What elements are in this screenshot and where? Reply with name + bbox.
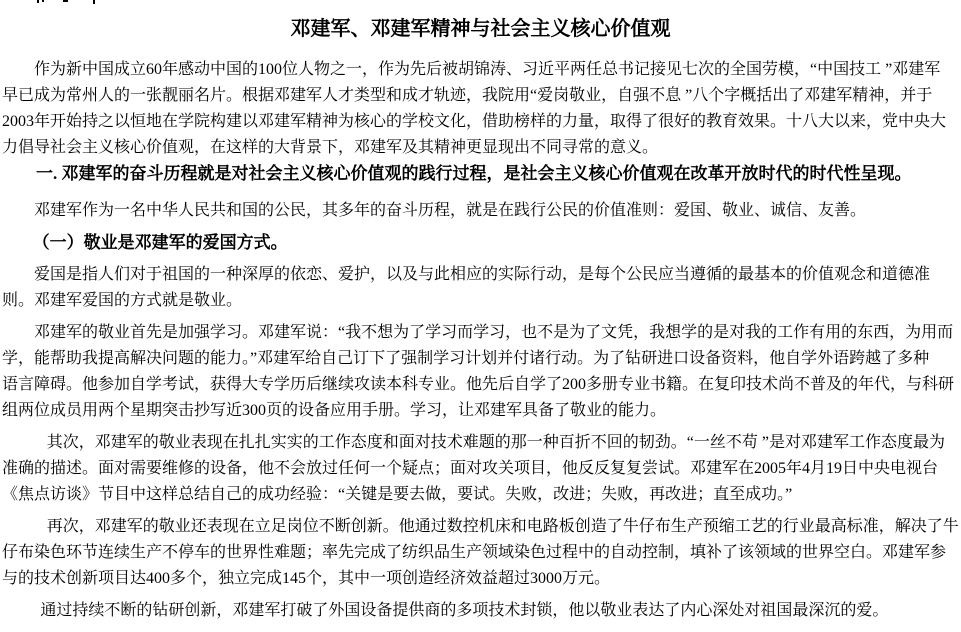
paragraph: [2, 514, 959, 592]
paragraph: [2, 320, 959, 424]
text-line: 与的技术创新项目达400多个，独立完成145个，其中一项创造经济效益超过3000万元。: [2, 570, 611, 587]
text-line: 邓建军的敬业首先是加强学习。邓建军说：“我不想为了学习而学习，也不是为了文凭，我想学的是对我的工作有用的东西，为用而: [34, 324, 954, 341]
paragraph: [2, 57, 959, 161]
text-line: 一. 邓建军的奋斗历程就是对社会主义核心价值观的践行过程，是社会主义核心价值观在改革开放时代的时代性呈现。: [36, 164, 912, 183]
text-line: 《焦点访谈》节目中这样总结自己的成功经验：“关键是要去做，要试。失败，改进；失败，再改进；直至成功。”: [2, 486, 793, 503]
text-line: 力倡导社会主义核心价值观，在这样的大背景下，邓建军及其精神更显现出不同寻常的意义。: [2, 139, 659, 156]
text-line: 爱国是指人们对于祖国的一种深厚的依恋、爱护，以及与此相应的实际行动，是每个公民应当遵循的最基本的价值观念和道德准: [34, 266, 931, 283]
paragraph: [2, 198, 959, 224]
text-line: 再次，邓建军的敬业还表现在立足岗位不断创新。他通过数控机床和电路板创造了牛仔布生产预缩工艺的行业最高标准，解决了牛: [46, 518, 959, 535]
paragraph: [2, 598, 959, 624]
section-heading: [2, 230, 959, 256]
section-heading: [2, 161, 959, 187]
text-line: 早已成为常州人的一张靓丽名片。根据邓建军人才类型和成才轨迹，我院用“爱岗敬业，自强不息 ”八个字概括出了邓建军精神，并于: [2, 87, 933, 104]
document-title: [2, 16, 959, 42]
text-line: 通过持续不断的钻研创新，邓建军打破了外国设备提供商的多项技术封锁，他以敬业表达了内心深处对祖国最深沉的爱。: [40, 602, 889, 619]
text-line: 组两位成员用两个星期突击抄写近300页的设备应用手册。学习，让邓建军具备了敬业的能力。: [2, 402, 667, 419]
text-line: 仔布染色环节连续生产不停车的世界性难题；率先完成了纺织品生产领域染色过程中的自动控制，填补了该领域的世界空白。邓建军参: [2, 544, 947, 561]
text-line: 作为新中国成立60年感动中国的100位人物之一，作为先后被胡锦涛、习近平两任总书记接见七次的全国劳模，“中国技工 ”邓建军: [34, 61, 941, 78]
paragraph: [2, 262, 959, 314]
text-line: 邓建军作为一名中华人民共和国的公民，其多年的奋斗历程，就是在践行公民的价值准则：爱国、敬业、诚信、友善。: [34, 202, 867, 219]
text-line: 2003年开始持之以恒地在学院构建以邓建军精神为核心的学校文化，借助榜样的力量，取得了很好的教育效果。十八大以来，党中央大: [2, 113, 947, 130]
text-line: 学，能帮助我提高解决问题的能力。”邓建军给自己订下了强制学习计划并付诸行动。为了钻研进口设备资料，他自学外语跨越了多种: [2, 350, 930, 367]
text-line: 其次，邓建军的敬业表现在扎扎实实的工作态度和面对技术难题的那一种百折不回的韧劲。“一丝不苟 ”是对邓建军工作态度最为: [46, 434, 946, 451]
paragraph: [2, 430, 959, 508]
text-line: 准确的描述。面对需要维修的设备，他不会放过任何一个疑点；面对攻关项目，他反反复复尝试。邓建军在2005年4月19日中央电视台: [2, 460, 939, 477]
text-line: 邓建军、邓建军精神与社会主义核心价值观: [290, 18, 671, 40]
text-line: 语言障碍。他参加自学考试，获得大专学历后继续攻读本科专业。他先后自学了200多册专业书籍。在复印技术尚不普及的年代，与科研: [2, 376, 955, 393]
text-line: （一）敬业是邓建军的爱国方式。: [32, 233, 288, 252]
text-line: 则。邓建军爱国的方式就是敬业。: [2, 292, 243, 309]
